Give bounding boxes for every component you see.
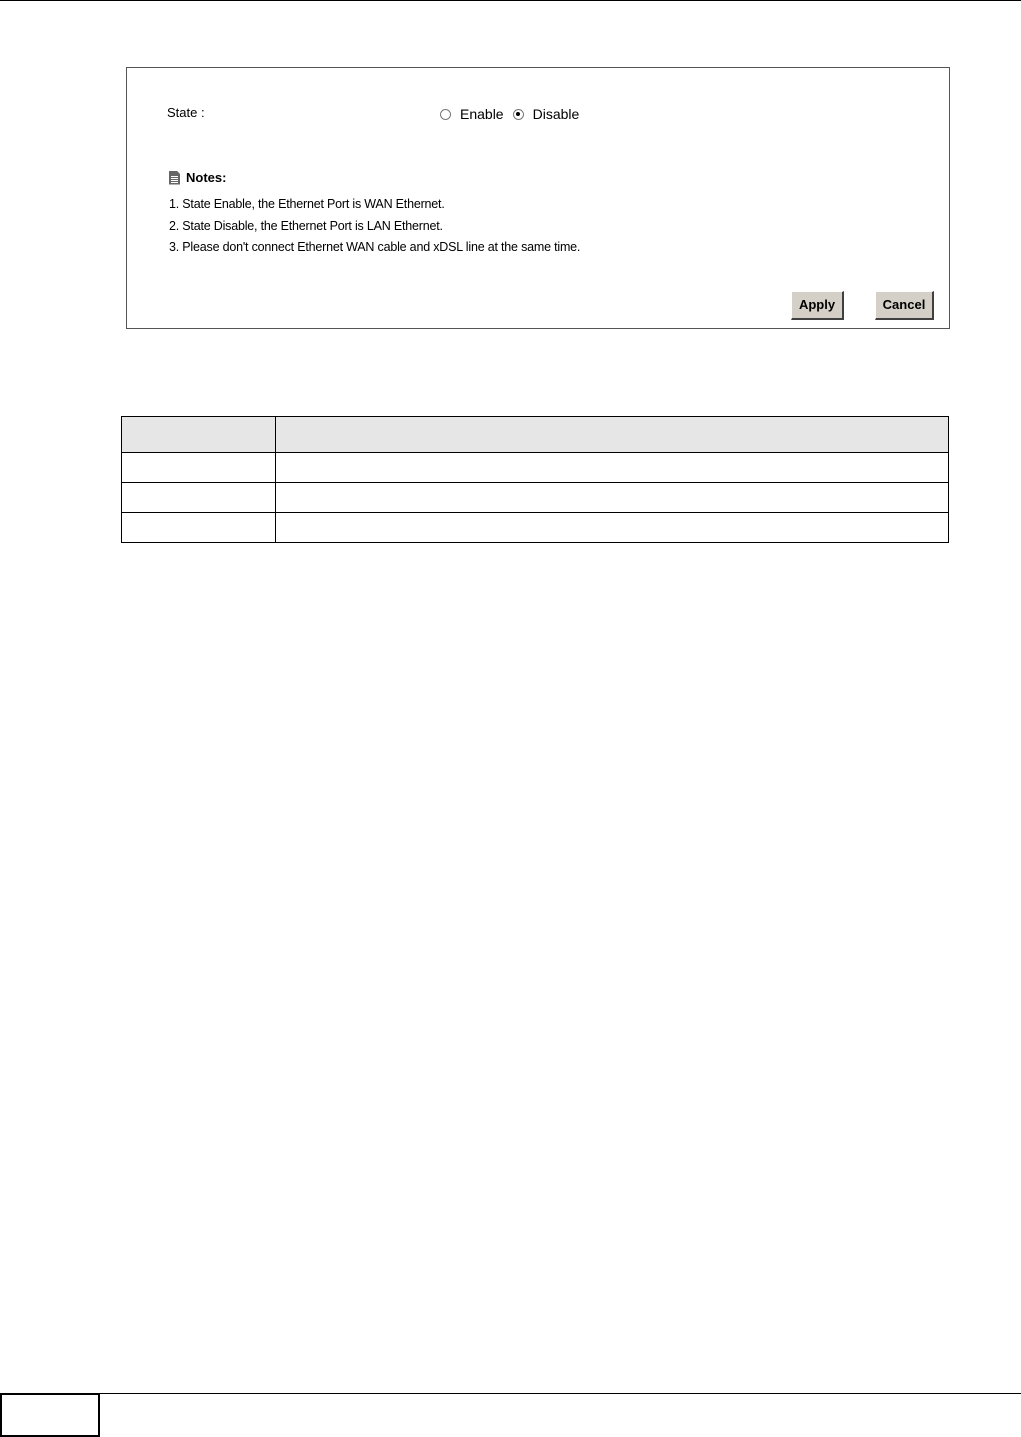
table-header-row [122,417,949,453]
table-cell [276,453,949,483]
table-cell [276,513,949,543]
table-row [122,513,949,543]
table-cell [122,453,276,483]
notes-heading [169,170,226,185]
note-item: 1. State Enable, the Ethernet Port is WAN Ethernet. [169,197,445,211]
apply-button[interactable]: Apply [791,291,844,320]
ethernet-wan-panel [126,67,950,329]
state-radio-group [440,106,588,122]
document-icon [169,171,180,185]
cancel-button[interactable]: Cancel [875,291,934,320]
top-rule [0,0,1021,1]
table-cell [276,483,949,513]
table-cell [122,513,276,543]
table-cell [122,483,276,513]
table-header-cell [276,417,949,453]
table-row [122,453,949,483]
page-number-box [0,1393,100,1437]
state-label: State : [167,105,205,120]
note-item: 3. Please don't connect Ethernet WAN cable and xDSL line at the same time. [169,240,581,254]
disable-radio-label[interactable]: Disable [532,106,580,122]
table-row [122,483,949,513]
enable-radio[interactable] [440,109,451,120]
notes-heading-text: Notes: [186,170,227,185]
table-header-cell [122,417,276,453]
description-table [121,416,949,543]
disable-radio[interactable] [513,109,524,120]
note-item: 2. State Disable, the Ethernet Port is LAN Ethernet. [169,219,443,233]
enable-radio-label[interactable]: Enable [460,106,504,122]
footer-rule [100,1393,1021,1394]
